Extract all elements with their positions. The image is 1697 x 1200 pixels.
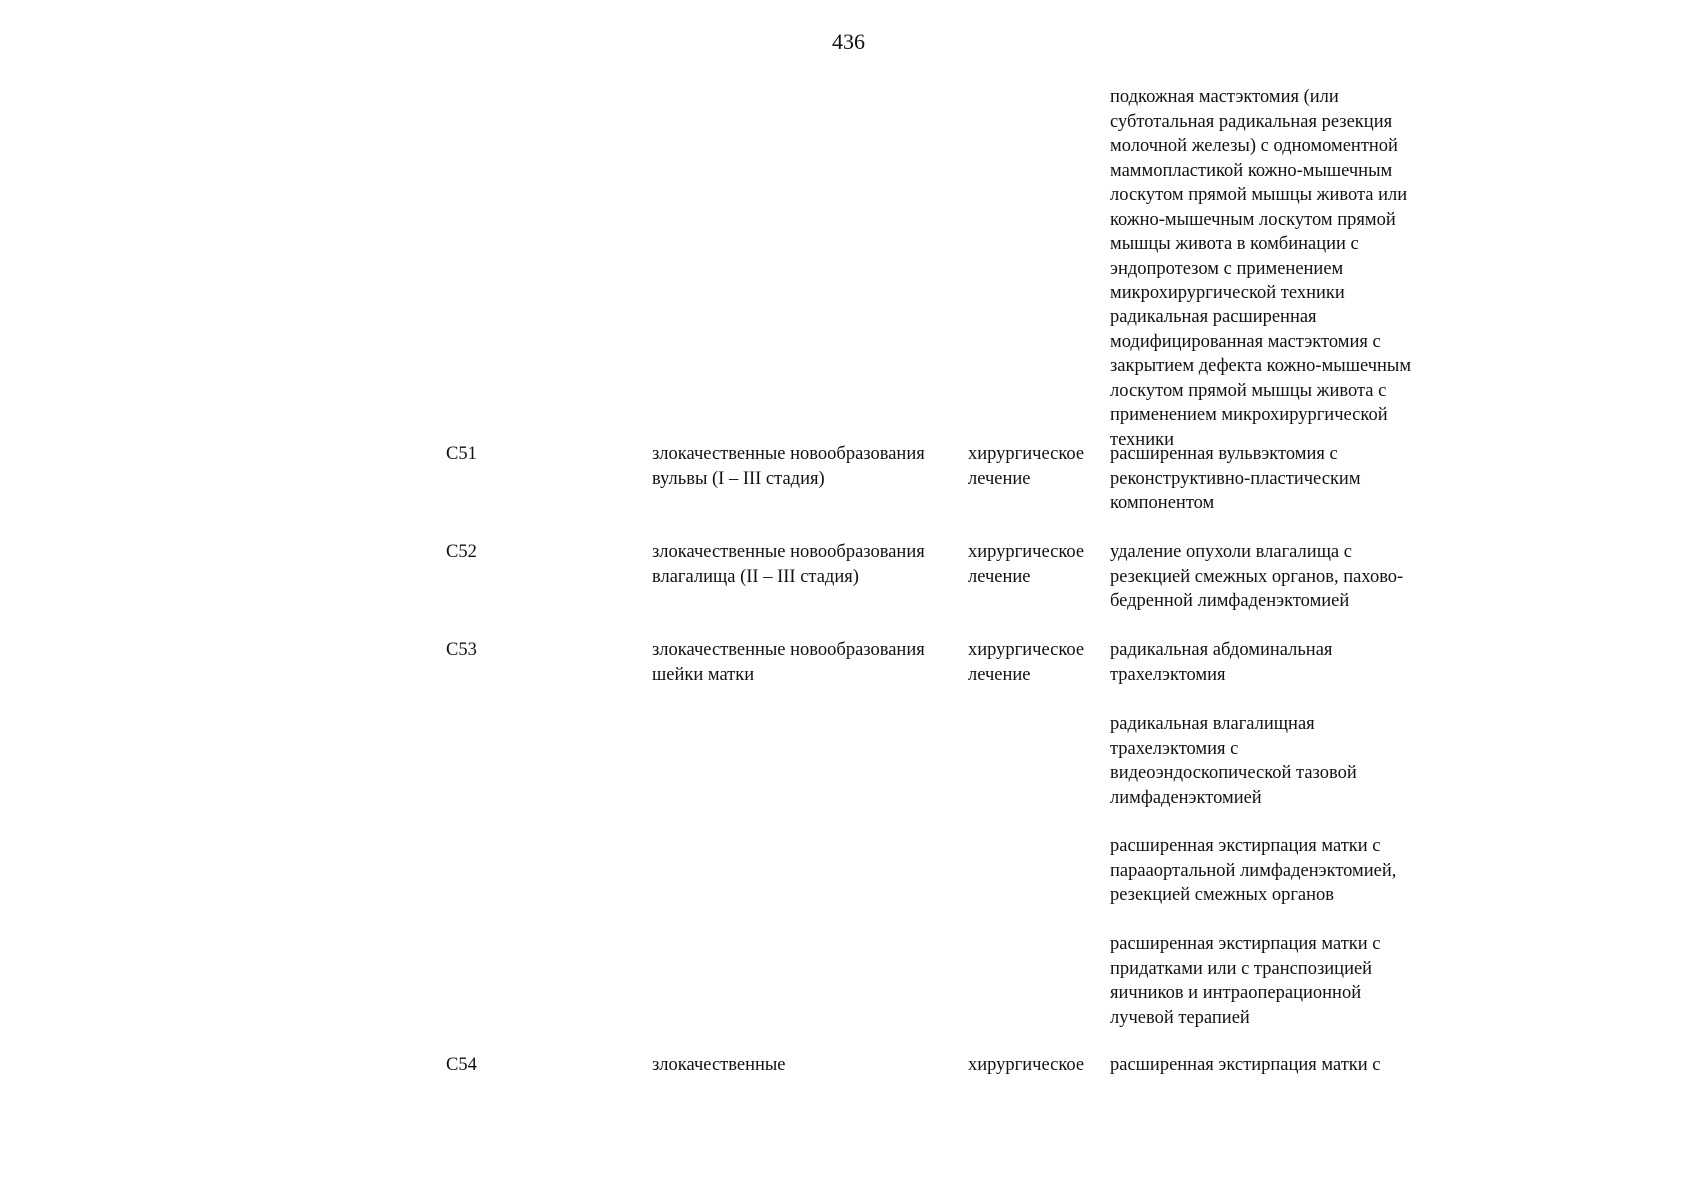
method-text: подкожная мастэктомия (или субтотальная радикальная резекция молочной железы) с одномоментной маммопластикой кожно-мышечным лоскутом прямой мышцы живота или кожно-мышечным лоскутом прямой мышцы живота в комбинации с эндопротезом с применением микрохирургической техники [1110, 87, 1408, 303]
method-text: расширенная экстирпация матки с придатками или с транспозицией яичников и интраоперационной лучевой терапией [1110, 934, 1381, 1028]
diagnosis-text: злокачественные новообразования влагалища (II – III стадия) [652, 542, 925, 587]
page-number: 436 [832, 29, 865, 54]
treatment-type: хирургическое лечение [968, 640, 1085, 685]
diagnosis-code: C51 [446, 444, 477, 464]
method-text: расширенная экстирпация матки с парааортальной лимфаденэктомией, резекцией смежных органов [1110, 836, 1397, 905]
treatment-type: хирургическое [968, 1055, 1085, 1075]
method-text: радикальная влагалищная трахелэктомия с видеоэндоскопической тазовой лимфаденэктомией [1110, 714, 1357, 808]
diagnosis-text: злокачественные [652, 1055, 786, 1075]
treatment-type: хирургическое лечение [968, 542, 1085, 587]
diagnosis-code: C52 [446, 542, 477, 562]
method-text: радикальная расширенная модифицированная мастэктомия с закрытием дефекта кожно-мышечным лоскутом прямой мышцы живота с применением микрохирургической техники [1110, 307, 1412, 450]
method-text: радикальная абдоминальная трахелэктомия [1110, 640, 1333, 685]
diagnosis-code: C54 [446, 1055, 477, 1075]
diagnosis-text: злокачественные новообразования вульвы (I – III стадия) [652, 444, 925, 489]
diagnosis-code: C53 [446, 640, 477, 660]
treatment-type: хирургическое лечение [968, 444, 1085, 489]
diagnosis-text: злокачественные новообразования шейки матки [652, 640, 925, 685]
method-text: удаление опухоли влагалища с резекцией смежных органов, пахово- бедренной лимфаденэктомией [1110, 542, 1404, 611]
method-text: расширенная экстирпация матки с [1110, 1055, 1381, 1075]
method-text: расширенная вульвэктомия с реконструктивно-пластическим компонентом [1110, 444, 1361, 513]
